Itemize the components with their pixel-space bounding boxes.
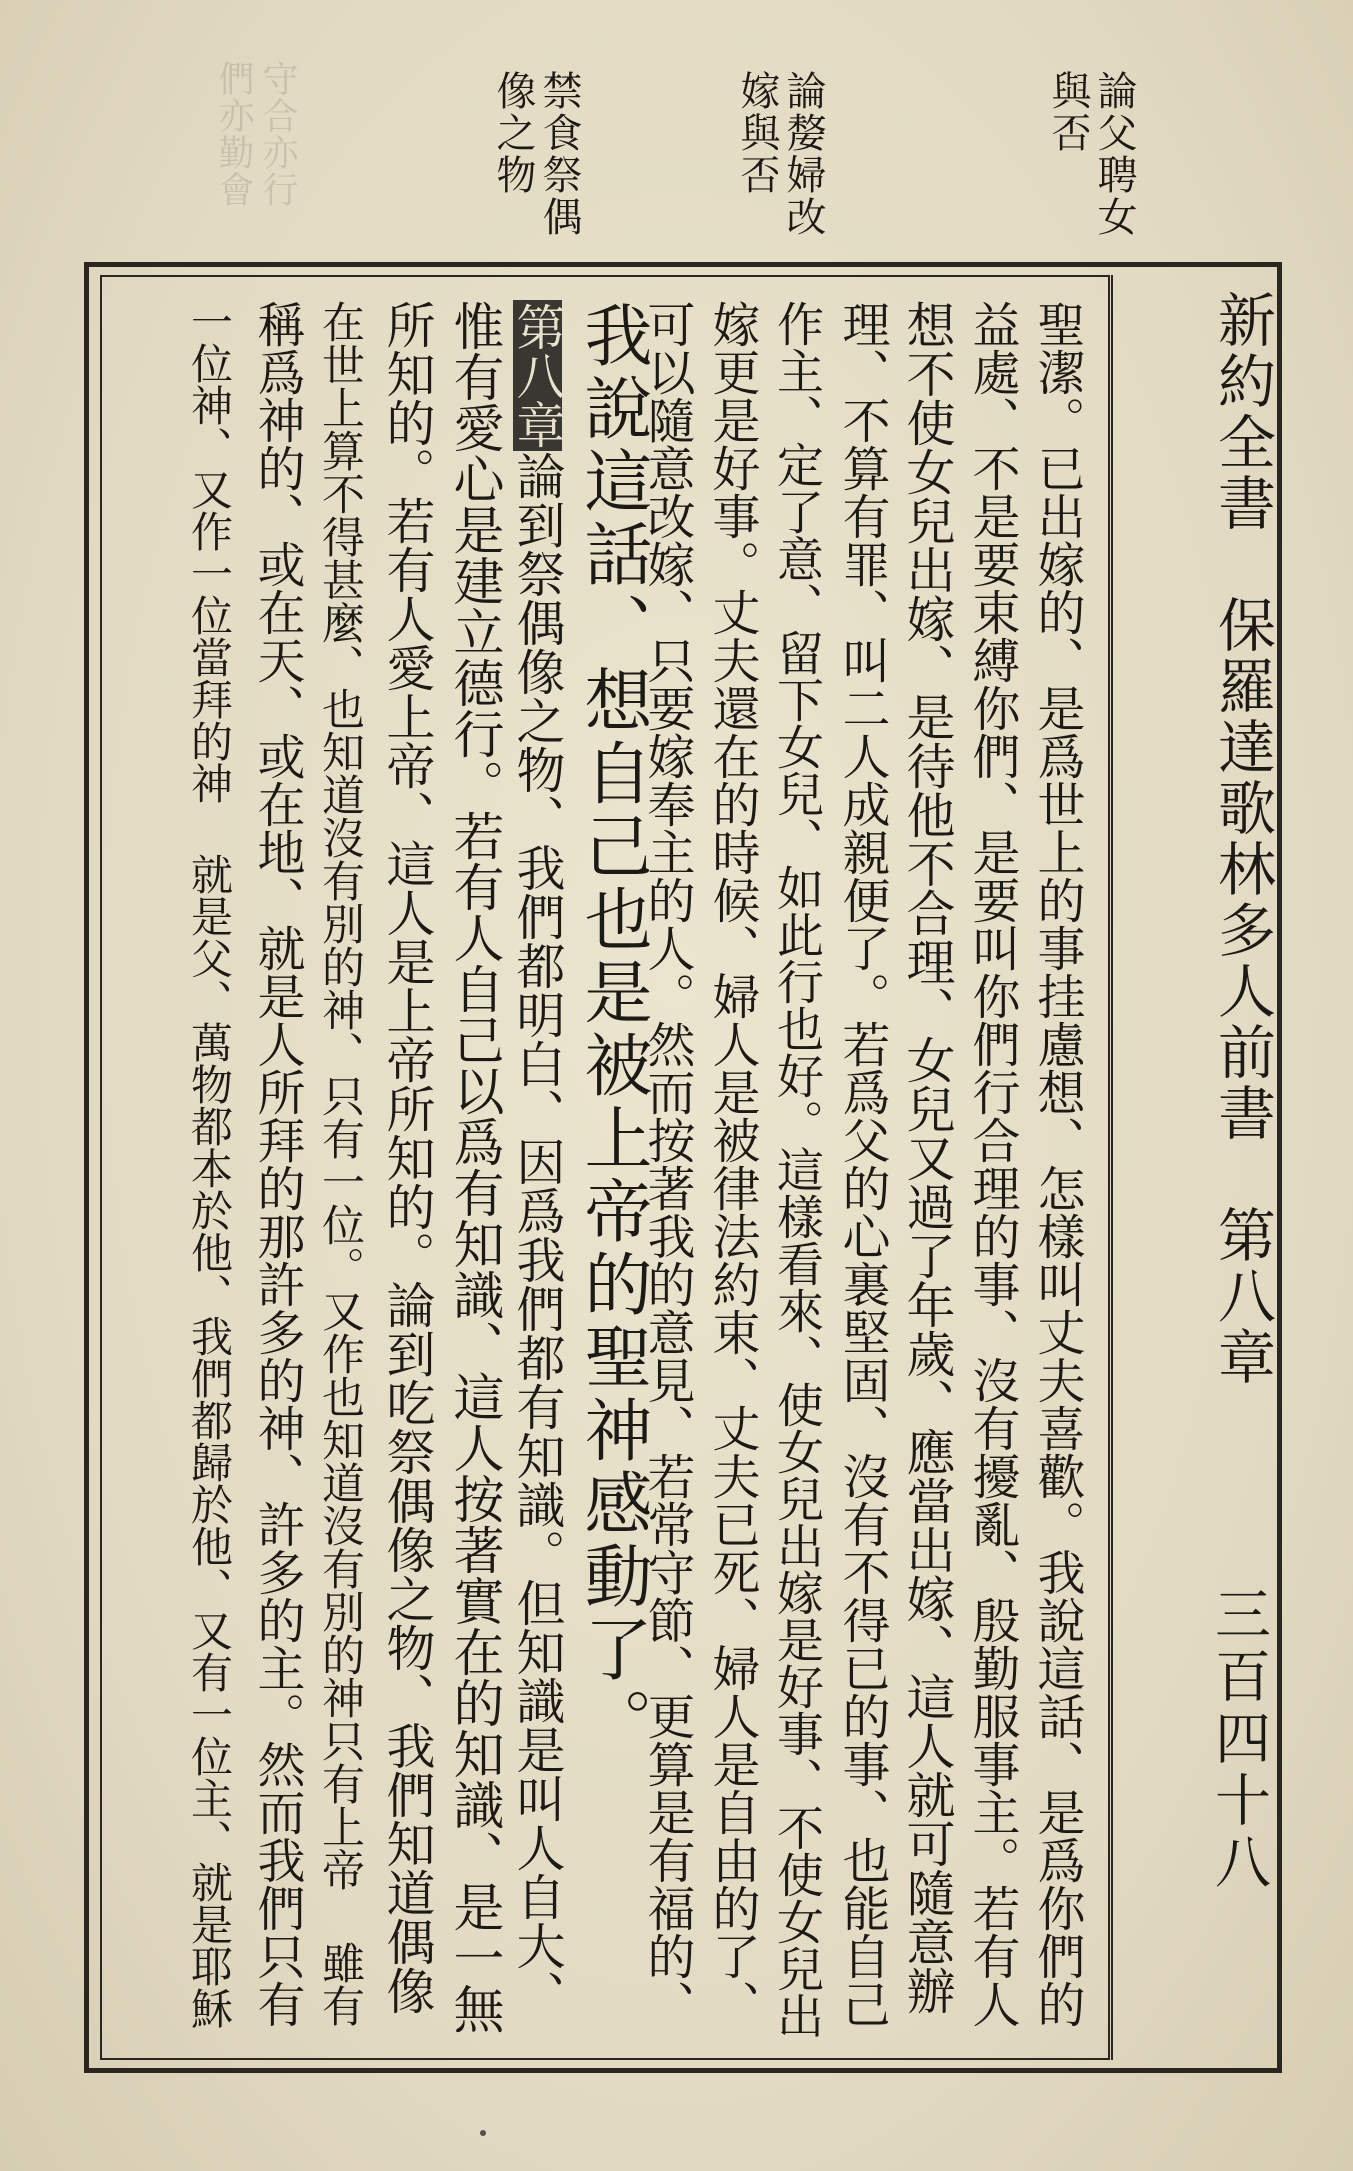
bleed-through-line: 們亦勤會: [213, 60, 254, 208]
bleed-through-line: 守合亦行: [257, 60, 298, 208]
text-column-3: 想不使女兒出嫁、是待他不合理、女兒又過了年歲、應當出嫁、這人就可隨意辦: [899, 300, 956, 2015]
header-divider: [1111, 275, 1113, 2060]
text-column-9-rest: 論到祭偶像之物、我們都明白、因爲我們都有知識。但知識是叫人自大、: [509, 451, 566, 2019]
text-column-8: 我說這話、想自己也是被上帝的聖神感動了。: [573, 300, 652, 1760]
headnote-line: 與否: [1045, 70, 1091, 154]
chapter-label: 第八章: [509, 302, 566, 449]
text-column-7: 可以隨意改嫁、只要嫁奉主的人。然而按著我的意見、若常守節、更算是有福的、: [639, 300, 695, 2028]
bleed-through-text: [213, 60, 298, 208]
text-column-1: 聖潔。已出嫁的、是爲世上的事挂慮想、怎樣叫丈夫喜歡。我說這話、是爲你們的: [1029, 300, 1085, 2028]
text-column-13: 稱爲神的、或在天、或在地、就是人所拜的那許多的神、許多的主。然而我們只有: [249, 300, 305, 2028]
text-column-4: 理、不算有罪、叫二人成親便了。若爲父的心裏堅固、沒有不得已的事、也能自己: [834, 300, 890, 2028]
headnote-widow-remarriage: [734, 70, 826, 250]
running-header-title: 新約全書 保羅達歌林多人前書 第八章: [1208, 290, 1276, 1388]
headnote-line: 禁食祭偶: [536, 70, 582, 238]
page-number: 三百四十八: [1206, 1585, 1271, 1895]
headnote-line: 像之物: [490, 70, 536, 196]
text-column-11: 所知的。若有人愛上帝、這人是上帝所知的。論到吃祭偶像之物、我們知道偶像: [379, 300, 436, 2015]
text-column-12: 在世上算不得甚麼、也知道沒有別的神、只有一位。又作也知道沒有別的神只有上帝 雖有: [315, 300, 365, 2027]
text-column-2: 益處、不是要束縛你們、是要叫你們行合理的事、沒有擾亂、殷勤服事主。若有人: [964, 300, 1020, 2028]
headnote-line: 論嫠婦改: [780, 70, 826, 238]
headnote-line: 論父聘女: [1091, 70, 1137, 238]
paper-spot: [480, 2130, 486, 2136]
headnote-idol-offerings: [490, 70, 582, 250]
text-column-6: 嫁更是好事。丈夫還在的時候、婦人是被律法約束、丈夫已死、婦人是自由的了、: [704, 300, 760, 2028]
headnote-line: 嫁與否: [734, 70, 780, 196]
headnote-father-daughter: [1045, 70, 1137, 250]
text-column-14: 一位神、又作一位當拜的神 就是父、萬物都本於他、我們都歸於他、又有一位主、就是耶穌: [185, 300, 234, 2029]
text-column-9: [509, 300, 566, 2019]
text-column-10: 惟有愛心是建立德行。若有人自己以爲有知識、這人按著實在的知識、是一無: [444, 300, 503, 2034]
text-column-5: 作主、定了意、留下女兒、如此行也好。這樣看來、使女兒出嫁是好事、不使女兒出: [769, 300, 824, 2039]
